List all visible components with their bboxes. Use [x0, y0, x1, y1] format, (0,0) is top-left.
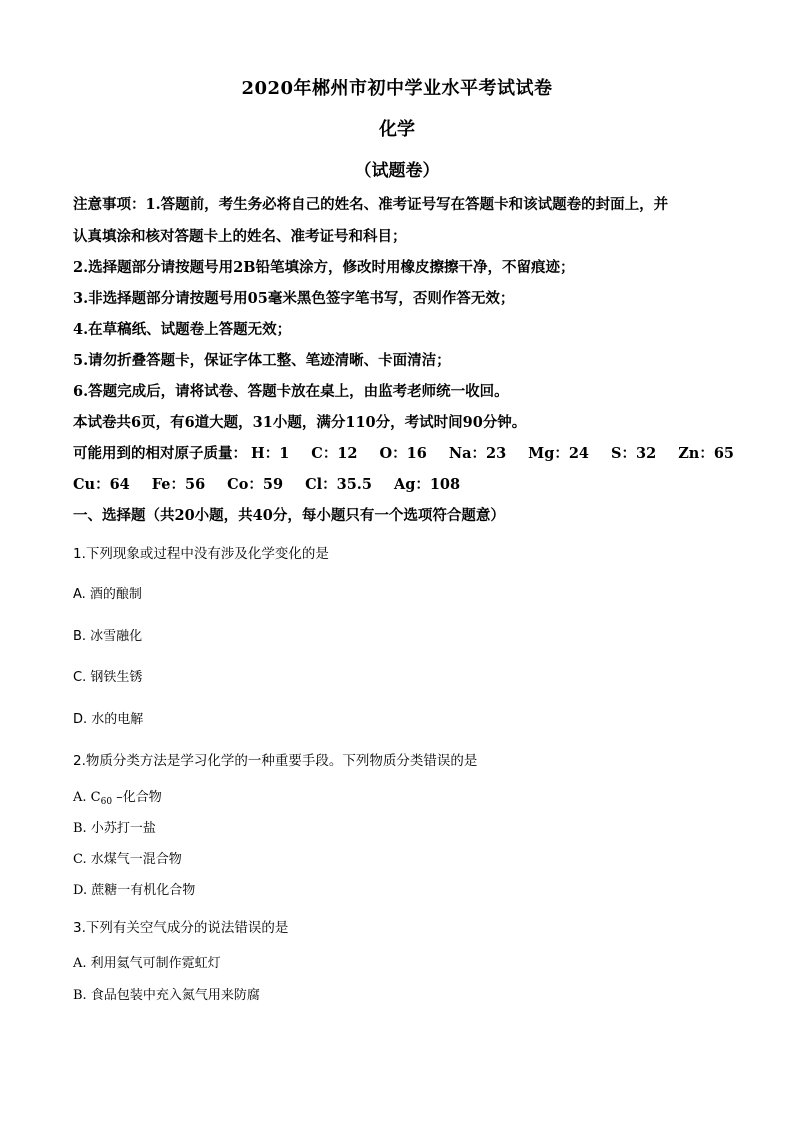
mass-mg: Mg：24 [528, 445, 590, 462]
notice-item-2: 2.选择题部分请按题号用2B铅笔填涂方，修改时用橡皮擦擦干净，不留痕迹； [73, 259, 575, 276]
question-1-option-b: B. 冰雪融化 [73, 629, 143, 644]
notice-item-5: 5.请勿折叠答题卡，保证字体工整、笔迹清晰、卡面清洁； [73, 352, 451, 369]
question-2-option-b: B. 小苏打一盐 [73, 821, 156, 836]
notice-item-6: 6.答题完成后，请将试卷、答题卡放在桌上，由监考老师统一收回。 [73, 383, 509, 400]
notice-line-2: 认真填涂和核对答题卡上的姓名、准考证号和科目； [73, 228, 407, 245]
mass-h: H：1 [251, 445, 290, 462]
mass-co: Co：59 [227, 476, 284, 493]
exam-title: 2020年郴州市初中学业水平考试试卷 [241, 78, 553, 99]
atomic-masses-row-2 [73, 473, 482, 494]
mass-zn: Zn：65 [678, 445, 734, 462]
question-3-stem: 3.下列有关空气成分的说法错误的是 [73, 920, 289, 936]
mass-s: S：32 [611, 445, 657, 462]
atomic-masses-row-1 [73, 442, 734, 463]
question-3-option-a: A. 利用氦气可制作霓虹灯 [73, 956, 221, 971]
paper-type: （试题卷） [354, 161, 440, 181]
mass-fe: Fe：56 [151, 476, 206, 493]
mass-c: C：12 [311, 445, 358, 462]
mass-cl: Cl：35.5 [305, 476, 372, 493]
mass-cu: Cu：64 [73, 476, 130, 493]
atomic-masses-label: 可能用到的相对原子质量： [73, 445, 247, 462]
notice-item-4: 4.在草稿纸、试题卷上答题无效； [73, 321, 292, 338]
option-a-subscript: 60 [100, 797, 113, 807]
option-a-suffix: –化合物 [112, 790, 162, 805]
question-2-option-c: C. 水煤气一混合物 [73, 852, 182, 867]
mass-o: O：16 [379, 445, 427, 462]
question-1-option-c: C. 钢铁生锈 [73, 670, 143, 685]
question-2-option-d: D. 蔗糖一有机化合物 [73, 883, 196, 898]
question-2-stem: 2.物质分类方法是学习化学的一种重要手段。下列物质分类错误的是 [73, 753, 478, 769]
question-1-stem: 1.下列现象或过程中没有涉及化学变化的是 [73, 546, 329, 562]
question-3-option-b: B. 食品包装中充入氮气用来防腐 [73, 988, 260, 1003]
paper-summary: 本试卷共6页，有6道大题，31小题，满分110分，考试时间90分钟。 [73, 414, 527, 431]
mass-ag: Ag：108 [393, 476, 461, 493]
question-1-option-a: A. 酒的酿制 [73, 587, 142, 602]
section-1-heading: 一、选择题（共20小题，共40分，每小题只有一个选项符合题意） [73, 507, 505, 524]
option-a-prefix: A. C [73, 790, 101, 805]
subject-title: 化学 [379, 119, 415, 140]
question-1-option-d: D. 水的电解 [73, 712, 144, 727]
question-2-option-a [73, 786, 162, 807]
mass-na: Na：23 [448, 445, 507, 462]
notice-line-1: 注意事项：1.答题前，考生务必将自己的姓名、准考证号写在答题卡和该试题卷的封面上，并 [73, 196, 669, 213]
notice-item-3: 3.非选择题部分请按题号用05毫米黑色签字笔书写，否则作答无效； [73, 290, 515, 307]
